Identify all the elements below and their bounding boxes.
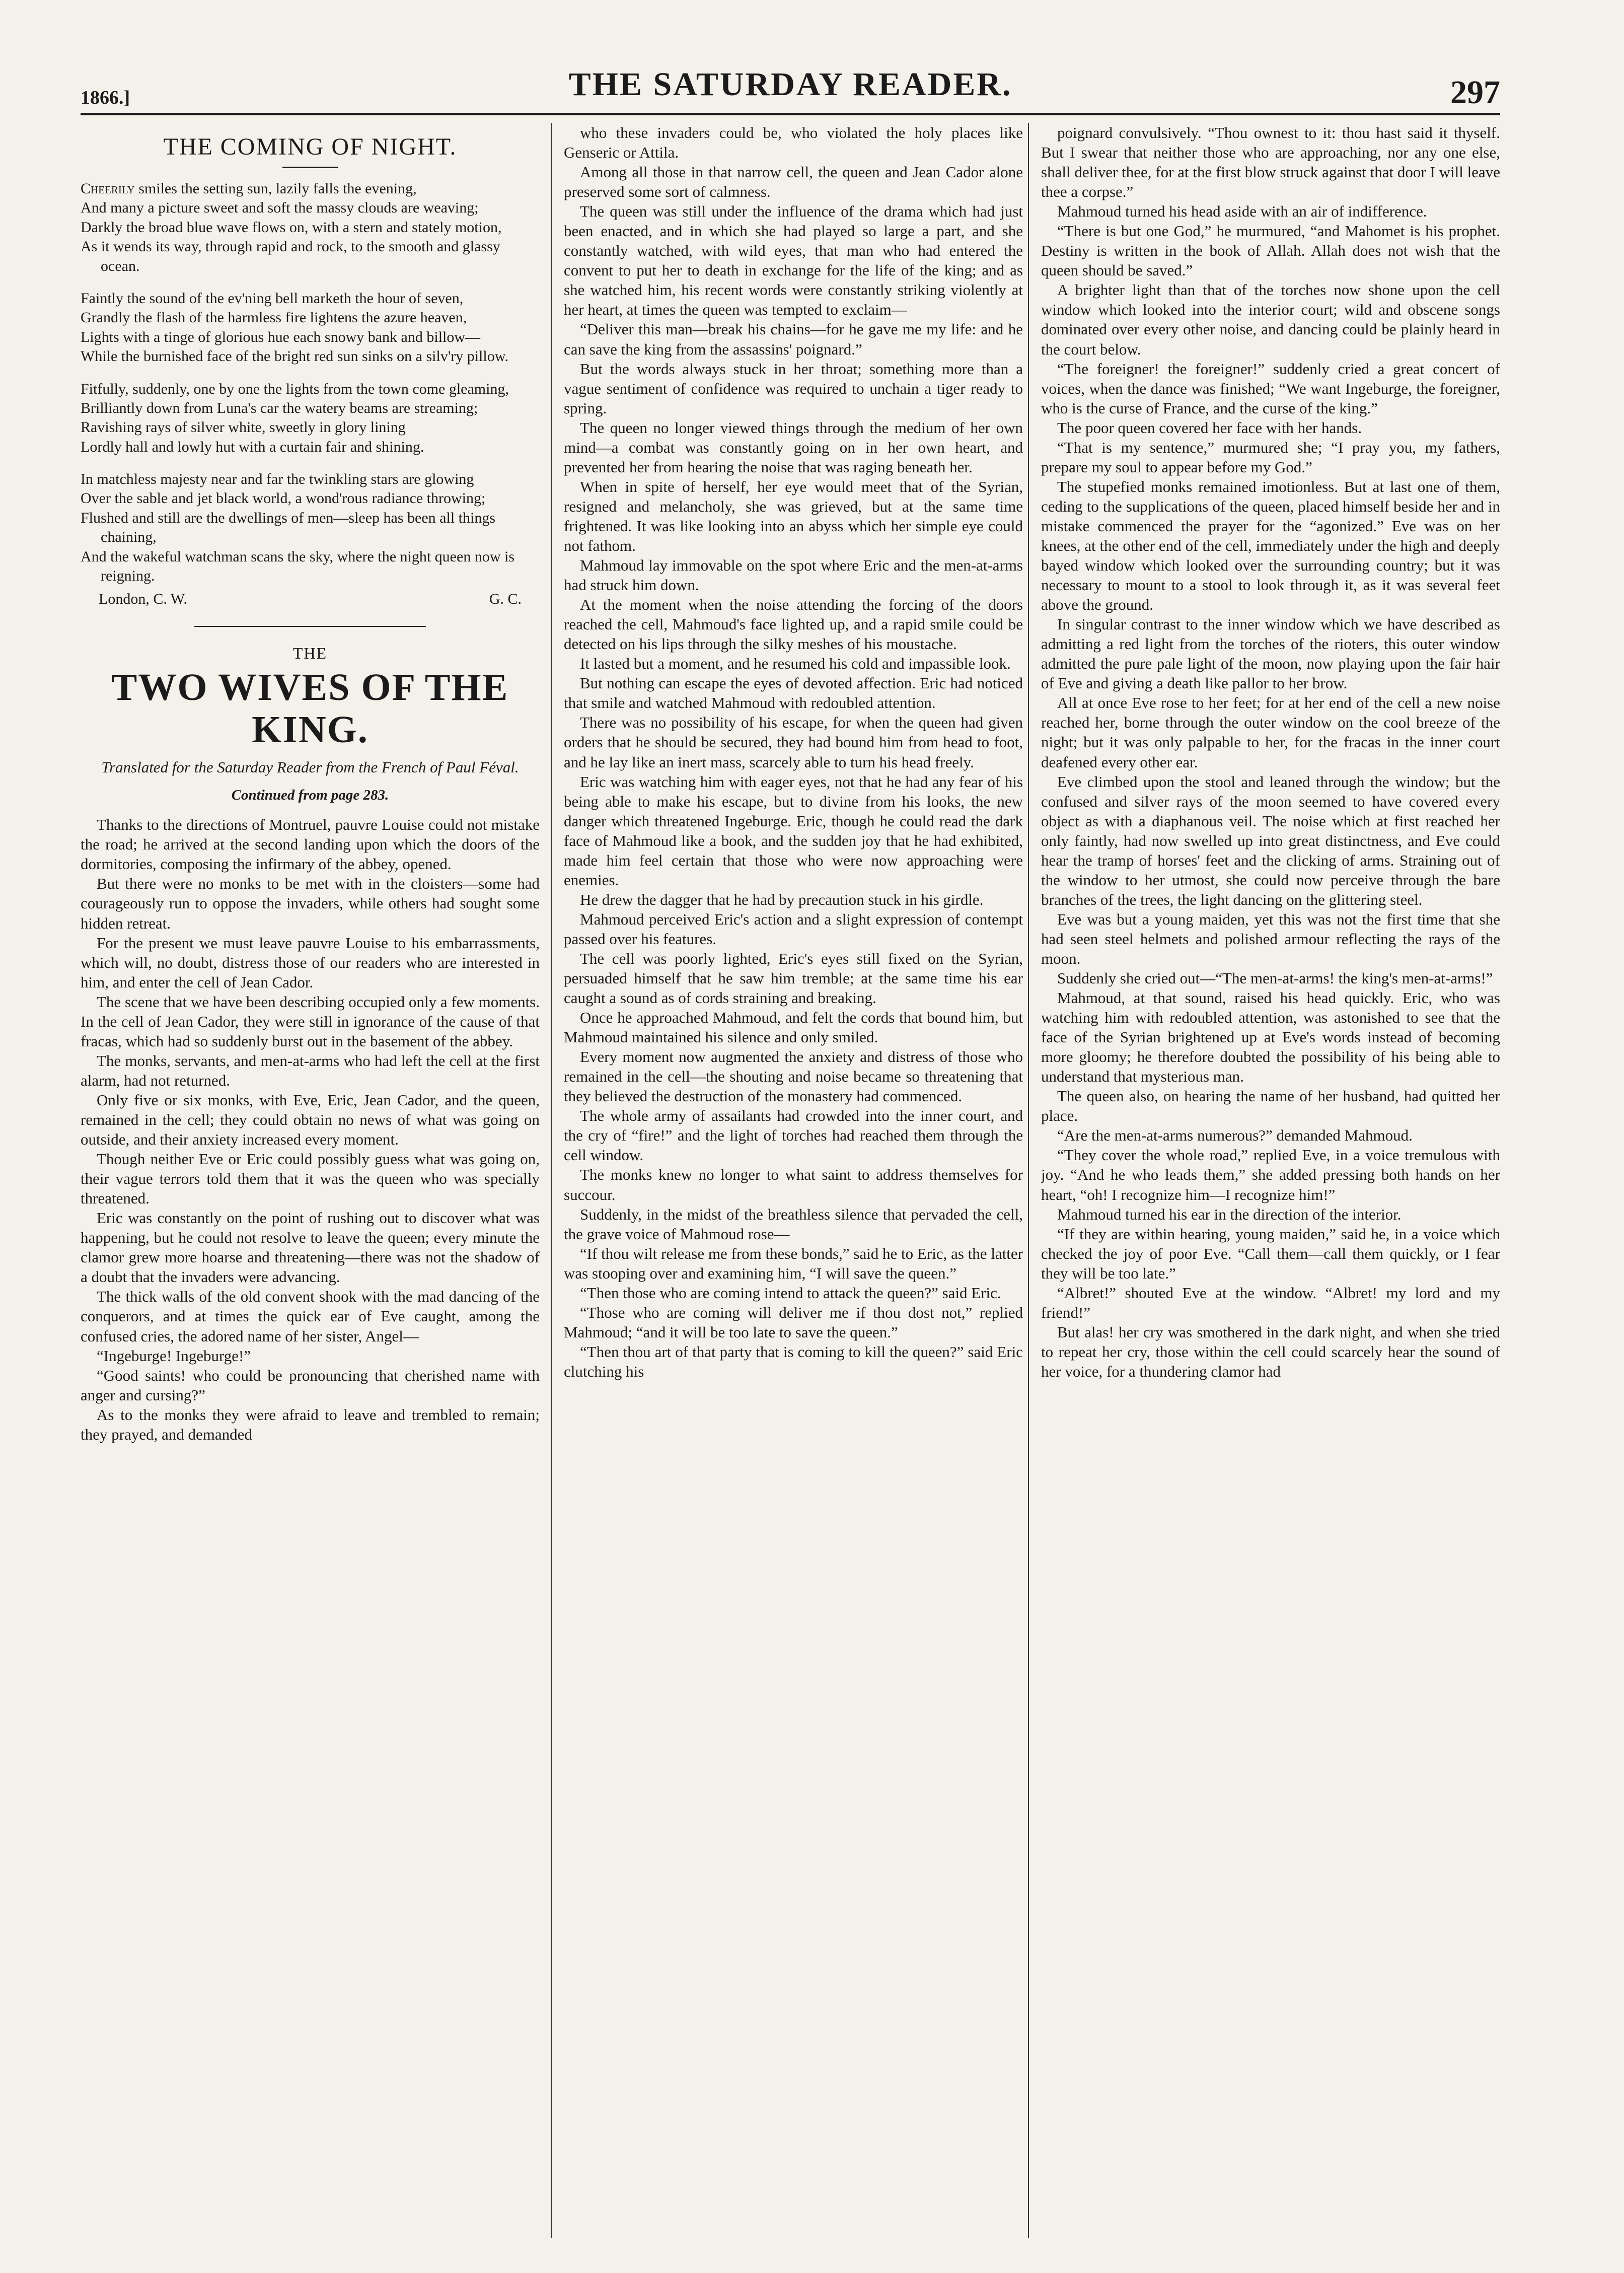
story-kicker: THE (292, 644, 328, 663)
poem-line: In matchless majesty near and far the twinkling stars are glowing (81, 471, 474, 488)
story-paragraph: “Then thou art of that party that is coming to kill the queen?” said Eric clutching his (564, 1342, 1023, 1380)
story-paragraph: “Ingeburge! Ingeburge!” (97, 1346, 251, 1365)
poem-line: Fitfully, suddenly, one by one the lights from the town come gleaming, (81, 380, 509, 397)
story-paragraph: Mahmoud turned his head aside with an air of indifference. (1057, 202, 1427, 221)
story-paragraph: When in spite of herself, her eye would meet that of the Syrian, resigned and melancholy, she was grieved, but at the same time frightened. It was like looking into an abyss which her simple eye could not fathom. (564, 477, 1023, 554)
story-continued-note: Continued from page 283. (231, 787, 389, 804)
story-paragraph: Once he approached Mahmoud, and felt the cords that bound him, but Mahmoud maintained his silence and only smiled. (564, 1009, 1023, 1046)
column-divider (1028, 123, 1029, 2238)
poem-line: Over the sable and jet black world, a wond'rous radiance throwing; (81, 490, 486, 507)
story-paragraph: The monks knew no longer to what saint to address themselves for succour. (564, 1166, 1023, 1203)
poem-title: THE COMING OF NIGHT. (163, 133, 457, 160)
story-paragraph: He drew the dagger that he had by precaution stuck in his girdle. (580, 890, 984, 908)
poem-initials: G. C. (489, 591, 522, 608)
story-paragraph: Thanks to the directions of Montruel, pauvre Louise could not mistake the road; he arrived at the second landing upon which the doors of the dormitories, composing the infirmary of the abbey, opened. (81, 816, 540, 873)
story-paragraph: The whole army of assailants had crowded into the inner court, and the cry of “fire!” and the light of torches had reached them through the cell window. (564, 1107, 1023, 1164)
poem-line: Faintly the sound of the ev'ning bell marketh the hour of seven, (81, 290, 464, 307)
poem-title-rule (282, 167, 338, 168)
story-translation-note: Translated for the Saturday Reader from the French of Paul Féval. (101, 758, 519, 776)
story-paragraph: The thick walls of the old convent shook with the mad dancing of the conquerors, and at times the quick ear of Eve caught, among the confused cries, the adored name of her sister, Angel— (81, 1288, 540, 1345)
story-paragraph: It lasted but a moment, and he resumed his cold and impassible look. (580, 655, 1011, 673)
column-2 (564, 123, 1023, 2238)
story-paragraph: “Good saints! who could be pronouncing that cherished name with anger and cursing?” (81, 1366, 540, 1404)
story-title: TWO WIVES OF THE KING. (111, 666, 509, 751)
story-paragraph: The stupefied monks remained imotionless. But at last one of them, ceding to the supplications of the queen, placed himself beside her and in mistake commenced the prayer for the “agonized.” Eve was on her knees, at the other end of the cell, immediately under the high and deeply bayed window which looked over the surrounding country; but it was necessary to mount to a stool to look through it, as it was several feet above the ground. (1041, 477, 1500, 614)
story-paragraph: “They cover the whole road,” replied Eve, in a voice tremulous with joy. “And he who leads them,” she added pressing both hands on her heart, “oh! I recognize him—I recognize him!” (1041, 1146, 1500, 1203)
issue-year: 1866.] (81, 87, 130, 108)
story-paragraph: A brighter light than that of the torches now shone upon the cell window which looked into the interior court; wild and obscene songs dominated over every other noise, and dancing could be plainly heard in the court below. (1041, 281, 1500, 358)
poem-line: Brilliantly down from Luna's car the watery beams are streaming; (81, 399, 478, 416)
story-paragraph: Mahmoud perceived Eric's action and a slight expression of contempt passed over his features. (564, 910, 1023, 948)
story-paragraph: As to the monks they were afraid to leave and trembled to remain; they prayed, and demanded (81, 1405, 540, 1443)
story-paragraph: “If thou wilt release me from these bonds,” said he to Eric, as the latter was stooping over and examining him, “I will save the queen.” (564, 1244, 1023, 1282)
story-paragraph: Eve was but a young maiden, yet this was not the first time that she had seen steel helmets and polished armour reflecting the rays of the moon. (1041, 910, 1500, 967)
story-text-column-2 (564, 123, 1023, 1381)
story-paragraph: “That is my sentence,” murmured she; “I pray you, my fathers, prepare my soul to appear before my God.” (1041, 438, 1500, 476)
poem-signoff (81, 591, 540, 613)
story-paragraph: In singular contrast to the inner window which we have described as admitting a red light from the torches of the rioters, this outer window admitted the pure pale light of the moon, now playing upon the fair hair of Eve and giving a death like pallor to her brow. (1041, 615, 1500, 692)
story-paragraph: “Deliver this man—break his chains—for he gave me my life: and he can save the king from the assassins' poignard.” (564, 320, 1023, 358)
poem-line: As it wends its way, through rapid and rock, to the smooth and glassy ocean. (81, 238, 500, 274)
column-1 (81, 123, 540, 2238)
story-paragraph: The queen was still under the influence of the drama which had just been enacted, and in which she had played so large a part, and she constantly watched, with wild eyes, that man who had entered the convent to put her to death in exchange for the life of the king; and as she watched him, his recent words were constantly striking violently at her heart, at times the queen was tempted to exclaim— (564, 202, 1023, 319)
story-paragraph: The monks, servants, and men-at-arms who had left the cell at the first alarm, had not returned. (81, 1051, 540, 1089)
poem-line: Lights with a tinge of glorious hue each snowy bank and billow— (81, 328, 481, 345)
story-paragraph: All at once Eve rose to her feet; for at her end of the cell a new noise reached her, borne through the outer window on the cool breeze of the night; but it was only palpable to her, for the fracas in the inner court deafened every other ear. (1041, 694, 1500, 771)
story-paragraph: The queen no longer viewed things through the medium of her own mind—a combat was constantly going on in her own heart, and prevented her from hearing the noise that was raging beneath her. (564, 418, 1023, 476)
story-paragraph: But the words always stuck in her throat; something more than a vague sentiment of confidence was required to unchain a tiger ready to spring. (564, 360, 1023, 417)
story-paragraph: But alas! her cry was smothered in the dark night, and when she tried to repeat her cry, those within the cell could scarcely hear the sound of her voice, for a thundering clamor had (1041, 1323, 1500, 1380)
story-paragraph: Eric was constantly on the point of rushing out to discover what was happening, but he could not resolve to leave the queen; every minute the clamor grew more hoarse and threatening—there was not the shadow of a doubt that the invaders were advancing. (81, 1209, 540, 1286)
story-paragraph: Suddenly she cried out—“The men-at-arms! the king's men-at-arms!” (1057, 969, 1493, 987)
story-paragraph: “The foreigner! the foreigner!” suddenly cried a great concert of voices, when the dance was finished; “We want Ingeburge, the foreigner, who is the curse of France, and the curse of the king.” (1041, 360, 1500, 417)
section-rule (194, 626, 426, 627)
story-paragraph: “If they are within hearing, young maiden,” said he, in a voice which checked the joy of poor Eve. “Call them—call them quickly, or I fear they will be too late.” (1041, 1225, 1500, 1282)
page-number: 297 (1450, 74, 1500, 111)
story-paragraph: For the present we must leave pauvre Louise to his embarrassments, which will, no doubt, distress those of our readers who are interested in him, and enter the cell of Jean Cador. (81, 934, 540, 991)
poem-first-line-rest: smiles the setting sun, lazily falls the evening, (134, 180, 417, 197)
story-paragraph: But there were no monks to be met with in the cloisters—some had courageously run to oppose the invaders, while others had sought some hidden retreat. (81, 875, 540, 932)
poem-stanza (81, 198, 540, 276)
poem-place: London, C. W. (99, 591, 187, 608)
story-paragraph: “There is but one God,” he murmured, “and Mahomet is his prophet. Destiny is written in the book of Allah. Allah does not wish that the queen should be saved.” (1041, 222, 1500, 279)
masthead-title: THE SATURDAY READER. (568, 66, 1012, 103)
poem-line: Ravishing rays of silver white, sweetly in glory lining (81, 419, 406, 436)
story-paragraph: Every moment now augmented the anxiety and distress of those who remained in the cell—the shouting and noise became so threatening that they believed the destruction of the monastery had commenced. (564, 1048, 1023, 1105)
story-paragraph: The poor queen covered her face with her hands. (1057, 418, 1362, 437)
story-paragraph: Mahmoud lay immovable on the spot where Eric and the men-at-arms had struck him down. (564, 556, 1023, 594)
column-divider (551, 123, 552, 2238)
column-3 (1041, 123, 1500, 2238)
story-paragraph: The queen also, on hearing the name of her husband, had quitted her place. (1041, 1087, 1500, 1125)
story-paragraph: Though neither Eve or Eric could possibly guess what was going on, their vague terrors told them that it was the queen who was specially threatened. (81, 1150, 540, 1207)
poem-line: Grandly the flash of the harmless fire lightens the azure heaven, (81, 309, 467, 326)
story-text-column-3 (1041, 123, 1500, 1381)
story-paragraph: “Are the men-at-arms numerous?” demanded Mahmoud. (1057, 1126, 1413, 1145)
poem-stanza (81, 289, 540, 367)
header-rule (81, 113, 1500, 115)
story-paragraph: “Albret!” shouted Eve at the window. “Albret! my lord and my friend!” (1041, 1284, 1500, 1321)
story-paragraph: Among all those in that narrow cell, the queen and Jean Cador alone preserved some sort of calmness. (564, 163, 1023, 201)
story-paragraph: Eve climbed upon the stool and leaned through the window; but the confused and silver rays of the moon seemed to have covered every object as with a diaphanous veil. The noise which at first reached her only faintly, had now swelled up into great distinctness, and Eve could hear the tramp of horses' feet and the clicking of arms. Straining out of the window to her utmost, she could now perceive through the bare branches of the trees, the light dancing on the glittering steel. (1041, 772, 1500, 908)
running-head (81, 60, 1500, 116)
poem-line: Darkly the broad blue wave flows on, with a stern and stately motion, (81, 219, 502, 236)
poem-line: And the wakeful watchman scans the sky, where the night queen now is reigning. (81, 548, 514, 585)
story-paragraph: poignard convulsively. “Thou ownest to it: thou hast said it thyself. But I swear that neither those who are approaching, nor any one else, shall deliver thee, for at the first blow struck against that door I will leave thee a corpse.” (1041, 124, 1500, 201)
poem-line: Flushed and still are the dwellings of men—sleep has been all things chaining, (81, 509, 496, 546)
poem-stanza (81, 470, 540, 586)
poem-first-word: Cheerily (81, 180, 135, 197)
poem-stanza (81, 380, 540, 457)
story-paragraph: But nothing can escape the eyes of devoted affection. Eric had noticed that smile and watched Mahmoud with redoubled attention. (564, 674, 1023, 712)
story-paragraph: Mahmoud, at that sound, raised his head quickly. Eric, who was watching him with redoubled attention, was astonished to see that the face of the Syrian brightened up at Eve's words instead of becoming more gloomy; he therefore doubted the possibility of his being able to understand that mysterious man. (1041, 989, 1500, 1086)
poem-line: While the burnished face of the bright red sun sinks on a silv'ry pillow. (81, 348, 508, 365)
story-paragraph: Suddenly, in the midst of the breathless silence that pervaded the cell, the grave voice of Mahmoud rose— (564, 1205, 1023, 1243)
poem-line (81, 179, 540, 198)
story-paragraph: There was no possibility of his escape, for when the queen had given orders that he should be secured, they had bound him from head to foot, and he lay like an inert mass, scarcely able to turn his head freely. (564, 714, 1023, 771)
story-paragraph: Only five or six monks, with Eve, Eric, Jean Cador, and the queen, remained in the cell; they could obtain no news of what was going on outside, and their anxiety increased every moment. (81, 1091, 540, 1149)
story-paragraph: “Then those who are coming intend to attack the queen?” said Eric. (580, 1284, 1001, 1302)
story-paragraph: who these invaders could be, who violated the holy places like Genseric or Attila. (564, 124, 1023, 162)
story-text-column-1 (81, 815, 540, 1444)
story-paragraph: At the moment when the noise attending the forcing of the doors reached the cell, Mahmoud's face lighted up, and a rapid smile could be detected on his lips through the silky meshes of his moustache. (564, 596, 1023, 653)
poem-line: Lordly hall and lowly hut with a curtain fair and shining. (81, 438, 424, 455)
story-paragraph: The scene that we have been describing occupied only a few moments. In the cell of Jean Cador, they were still in ignorance of the cause of that fracas, which had so suddenly burst out in the basement of the abbey. (81, 992, 540, 1050)
poem-line: And many a picture sweet and soft the massy clouds are weaving; (81, 199, 479, 217)
story-paragraph: The cell was poorly lighted, Eric's eyes still fixed on the Syrian, persuaded himself that he saw him tremble; at the same time his ear caught a sound as of cords straining and breaking. (564, 949, 1023, 1007)
story-paragraph: Mahmoud turned his ear in the direction of the interior. (1057, 1205, 1401, 1223)
story-paragraph: “Those who are coming will deliver me if thou dost not,” replied Mahmoud; “and it will be too late to save the queen.” (564, 1303, 1023, 1341)
story-paragraph: Eric was watching him with eager eyes, not that he had any fear of his being able to make his escape, but to divine from his looks, the new danger which threatened Ingeburge. Eric, though he could read the dark face of Mahmoud like a book, and the sudden joy that he had exhibited, made him feel certain that those who were now approaching were enemies. (564, 772, 1023, 889)
